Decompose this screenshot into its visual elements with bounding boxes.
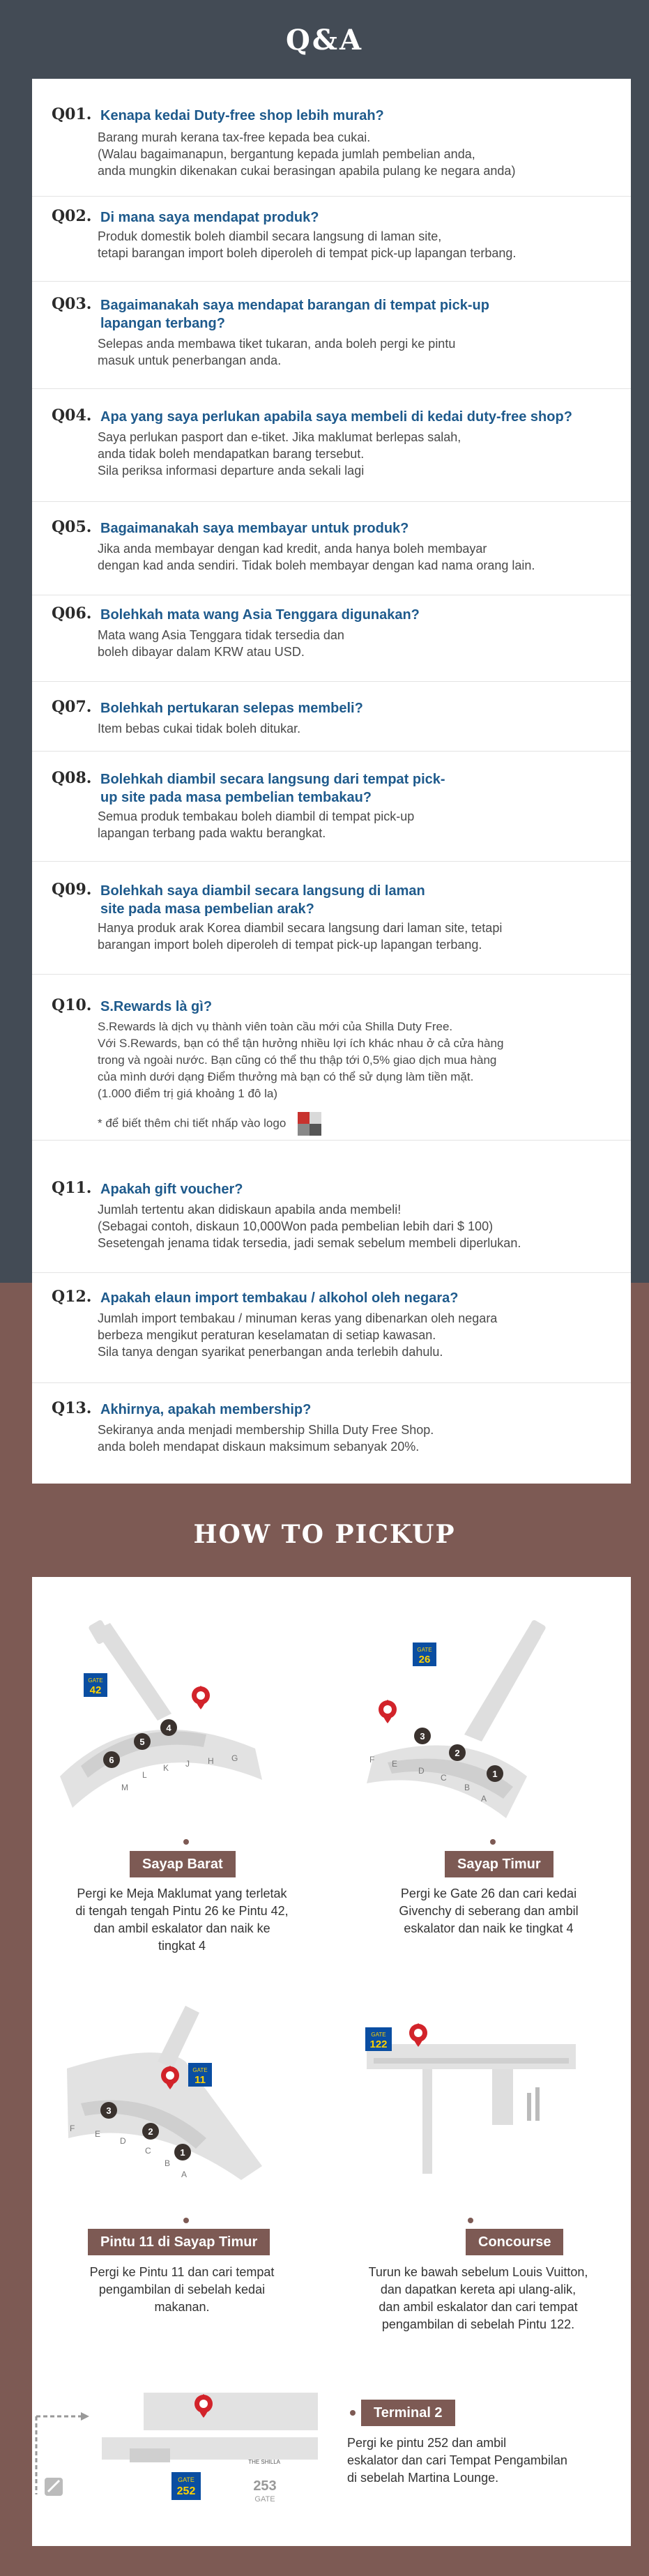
question-text: Bagaimanakah saya membayar untuk produk?: [100, 521, 409, 536]
gate-letter: C: [441, 1773, 447, 1783]
divider: [32, 861, 631, 862]
question-number: Q12.: [52, 1288, 92, 1306]
question-number: Q07.: [52, 698, 92, 716]
gate-badge-label: GATE: [178, 2476, 194, 2483]
shop-label: THE SHILLA: [248, 2459, 280, 2465]
question-number: Q04.: [52, 406, 92, 425]
answer-text: Hanya produk arak Korea diambil secara langsung dari laman site, tetapi barangan import boleh diperoleh di tempat pick-up lapangan terbang.: [98, 921, 503, 952]
tag-marker: [490, 1839, 496, 1845]
gate-letter: E: [392, 1759, 398, 1769]
gate-badge-number: 26: [418, 1654, 431, 1666]
gate-badge-number: 122: [369, 2038, 388, 2050]
question-number: Q08.: [52, 769, 92, 787]
question-text: Apakah gift voucher?: [100, 1182, 243, 1197]
gate-letter: E: [95, 2129, 101, 2139]
gate-letter: D: [120, 2136, 126, 2146]
divider: [32, 1272, 631, 1273]
location-description: Pergi ke pintu 252 dan ambil eskalator dan cari Tempat Pengambilan di sebelah Martina Lounge.: [347, 2436, 567, 2485]
spot-number: 1: [492, 1769, 498, 1779]
question-text: Akhirnya, apakah membership?: [100, 1402, 312, 1417]
location-tag: Concourse: [466, 2229, 563, 2255]
question-number: Q01.: [52, 105, 92, 123]
question-number: Q06.: [52, 604, 92, 623]
question-text: Di mana saya mendapat produk?: [100, 210, 319, 225]
escalator: [535, 2087, 540, 2121]
pickup-spot: [414, 1728, 431, 1744]
spot-number: 2: [455, 1748, 460, 1758]
logo-block-dark: [310, 1124, 321, 1136]
arrow-icon: [81, 2412, 89, 2421]
concourse-building: [367, 2044, 576, 2069]
gate-letter: K: [163, 1763, 169, 1773]
pickup-title: HOW TO PICKUP: [193, 1520, 456, 1549]
spot-number: 1: [180, 2147, 185, 2158]
answer-text: Selepas anda membawa tiket tukaran, anda boleh pergi ke pintu masuk untuk penerbangan anda.: [98, 337, 456, 367]
gate-letter: B: [464, 1783, 471, 1792]
location-tag: Sayap Barat: [130, 1851, 236, 1877]
concourse-inner: [374, 2058, 569, 2064]
logo-block-grey: [298, 1124, 310, 1136]
location-pin-icon: [379, 1700, 397, 1723]
tag-marker: [183, 1839, 189, 1845]
spot-number: 3: [420, 1731, 425, 1742]
answer-text: Jumlah tertentu akan didiskaun apabila anda membeli! (Sebagai contoh, diskaun 10,000Won pada pembelian lebih dari $ 100) Sesetengah jenama tidak tersedia, jadi semak sebelum membeli diperlukan.: [98, 1203, 521, 1250]
gate-badge-number: 252: [176, 2485, 196, 2497]
spot-number: 3: [106, 2105, 112, 2116]
gate-badge: [365, 2027, 392, 2051]
escalator: [527, 2093, 531, 2121]
question-text: Bolehkah pertukaran selepas membeli?: [100, 701, 363, 716]
location-description: Turun ke bawah sebelum Louis Vuitton, dan dapatkan kereta api ulang-alik, dan ambil eskalator dan cari tempat pengambilan di sebelah Pintu 122.: [368, 2265, 588, 2331]
spot-number: 2: [148, 2126, 153, 2137]
gate-letter: A: [181, 2170, 188, 2179]
qa-title: Q&A: [286, 24, 363, 56]
answer-text: Jika anda membayar dengan kad kredit, anda hanya boleh membayar dengan kad anda sendiri. Tidak boleh membayar dengan kad nama orang lain.: [98, 542, 535, 572]
question-number: Q11.: [52, 1179, 92, 1197]
shilla-rewards-logo[interactable]: [298, 1112, 321, 1136]
location-description: Pergi ke Meja Maklumat yang terletak di tengah tengah Pintu 26 ke Pintu 42, dan ambil eskalator dan naik ke tingkat 4: [75, 1887, 289, 1953]
gate-letter: D: [418, 1766, 425, 1776]
gate-letter: F: [70, 2124, 75, 2133]
pickup-spot: [160, 1719, 177, 1736]
gate-253-number: 253: [253, 2478, 277, 2494]
location-tag: Pintu 11 di Sayap Timur: [88, 2229, 270, 2255]
spot-number: 6: [109, 1755, 114, 1765]
divider: [32, 681, 631, 682]
divider: [32, 388, 631, 389]
map-pintu-11: [53, 1999, 290, 2208]
map-sayap-timur: [360, 1616, 597, 1825]
pickup-card: [32, 1577, 631, 2546]
divider: [32, 501, 631, 502]
gate-letter: B: [165, 2158, 171, 2168]
question-text: Bolehkah saya diambil secara langsung di laman site pada masa pembelian arak?: [100, 883, 425, 917]
gate-letter: C: [145, 2146, 151, 2156]
divider: [32, 281, 631, 282]
pickup-spot: [449, 1744, 466, 1761]
map-concourse: [360, 2023, 597, 2204]
answer-text: Semua produk tembakau boleh diambil di tempat pick-up lapangan terbang pada waktu berangkat.: [98, 809, 415, 840]
gate-letter: F: [369, 1755, 375, 1765]
gate-badge-number: 11: [194, 2074, 206, 2086]
tag-marker: [468, 2218, 473, 2223]
question-number: Q10.: [52, 996, 92, 1014]
pickup-spot: [100, 2102, 117, 2119]
rewards-note: [98, 1112, 613, 1136]
question-text: Apa yang saya perlukan apabila saya membeli di kedai duty-free shop?: [100, 409, 572, 425]
gate-letter: L: [142, 1770, 147, 1780]
pickup-spot: [174, 2144, 191, 2160]
gate-badge: [84, 1673, 107, 1697]
question-number: Q09.: [52, 881, 92, 899]
divider: [32, 1140, 631, 1141]
answer-text: Sekiranya anda menjadi membership Shilla Duty Free Shop. anda boleh mendapat diskaun maksimum sebanyak 20%.: [98, 1423, 434, 1454]
divider: [32, 1382, 631, 1383]
gate-253-label: GATE: [254, 2495, 275, 2503]
map-terminal-2: [32, 2386, 325, 2525]
gate-letter: H: [208, 1756, 214, 1766]
pickup-spot: [134, 1733, 151, 1750]
gate-letter: J: [185, 1759, 190, 1769]
answer-text: S.Rewards là dịch vụ thành viên toàn cầu mới của Shilla Duty Free. Với S.Rewards, bạn có thể tận hưởng nhiều lợi ích khác nhau ở cả cửa hàng trong và ngoài nước. Bạn cũng có thể thu thập tới 0,5% giao dịch mua hàng của mình dưới dạng Điểm thưởng mà bạn có thể sử dụng làm tiền mặt. (1.000 điểm trị giá khoảng 1 đô la): [98, 1020, 504, 1100]
question-text: Bolehkah diambil secara langsung dari tempat pick-up site pada masa pembelian tembakau?: [100, 772, 445, 805]
terminal-building: [144, 2393, 318, 2430]
pickup-spot: [103, 1751, 120, 1768]
logo-block-red: [298, 1112, 310, 1124]
answer-text: Saya perlukan pasport dan e-tiket. Jika maklumat berlepas salah, anda tidak boleh mendapatkan barang tersebut. Sila periksa informasi departure anda sekali lagi: [98, 430, 461, 478]
location-description: Pergi ke Gate 26 dan cari kedai Givenchy di seberang dan ambil eskalator dan naik ke tingkat 4: [399, 1887, 579, 1935]
gate-letter: A: [481, 1794, 487, 1804]
question-text: Bolehkah mata wang Asia Tenggara digunakan?: [100, 607, 420, 623]
location-pin-icon: [192, 1686, 210, 1709]
gate-badge-label: GATE: [417, 1647, 432, 1653]
location-pin-icon: [409, 2023, 427, 2047]
gate-badge-label: GATE: [371, 2032, 386, 2038]
gate-badge-label: GATE: [88, 1677, 103, 1684]
answer-text: Produk domestik boleh diambil secara langsung di laman site, tetapi barangan import boleh diperoleh di tempat pick-up lapangan terbang.: [98, 229, 517, 260]
answer-text: Barang murah kerana tax-free kepada bea cukai. (Walau bagaimanapun, bergantung kepada jumlah pembelian anda, anda mungkin dikenakan cukai berasingan apabila pulang ke negara anda): [98, 130, 516, 178]
tag-marker: [350, 2410, 356, 2416]
rewards-note-text: * để biết thêm chi tiết nhấp vào logo: [98, 1116, 287, 1130]
qa-card: [32, 79, 631, 1484]
location-tag: Sayap Timur: [445, 1851, 553, 1877]
gate-badge-label: GATE: [192, 2067, 208, 2073]
question-number: Q05.: [52, 518, 92, 536]
logo-block-light: [310, 1112, 321, 1124]
pickup-spot: [487, 1765, 503, 1782]
location-description: Pergi ke Pintu 11 dan cari tempat pengambilan di sebelah kedai makanan.: [89, 2265, 275, 2314]
question-text: S.Rewards là gì?: [100, 999, 213, 1014]
connector: [492, 2069, 513, 2125]
map-sayap-barat: [53, 1616, 290, 1825]
pickup-spot: [142, 2123, 159, 2140]
answer-text: Jumlah import tembakau / minuman keras yang dibenarkan oleh negara berbeza mengikut peraturan keselamatan di setiap kawasan. Sila tanya dengan syarikat penerbangan anda terlebih dahulu.: [98, 1311, 498, 1359]
concourse-arm: [464, 1630, 541, 1742]
question-number: Q13.: [52, 1399, 92, 1417]
answer-text: Item bebas cukai tidak boleh ditukar.: [98, 722, 301, 736]
gate-letter: G: [231, 1753, 238, 1763]
divider: [32, 974, 631, 975]
gate-badge-number: 42: [89, 1684, 102, 1696]
shuttle-track: [422, 2069, 432, 2174]
gate-letter: M: [121, 1783, 128, 1792]
question-text: Kenapa kedai Duty-free shop lebih murah?: [100, 108, 384, 123]
question-number: Q03.: [52, 295, 92, 313]
divider: [32, 751, 631, 752]
divider: [32, 196, 631, 197]
question-text: Bagaimanakah saya mendapat barangan di tempat pick-up lapangan terbang?: [100, 298, 489, 331]
pickup-counter: [130, 2448, 170, 2462]
spot-number: 5: [139, 1737, 145, 1747]
answer-text: Mata wang Asia Tenggara tidak tersedia dan boleh dibayar dalam KRW atau USD.: [98, 628, 344, 659]
gate-badge: [188, 2063, 212, 2087]
gate-badge: [413, 1643, 436, 1666]
gate-badge: [171, 2472, 201, 2500]
location-tag: Terminal 2: [361, 2400, 455, 2426]
question-number: Q02.: [52, 207, 92, 225]
spot-number: 4: [166, 1723, 171, 1733]
question-text: Apakah elaun import tembakau / alkohol oleh negara?: [100, 1290, 459, 1306]
tag-marker: [183, 2218, 189, 2223]
